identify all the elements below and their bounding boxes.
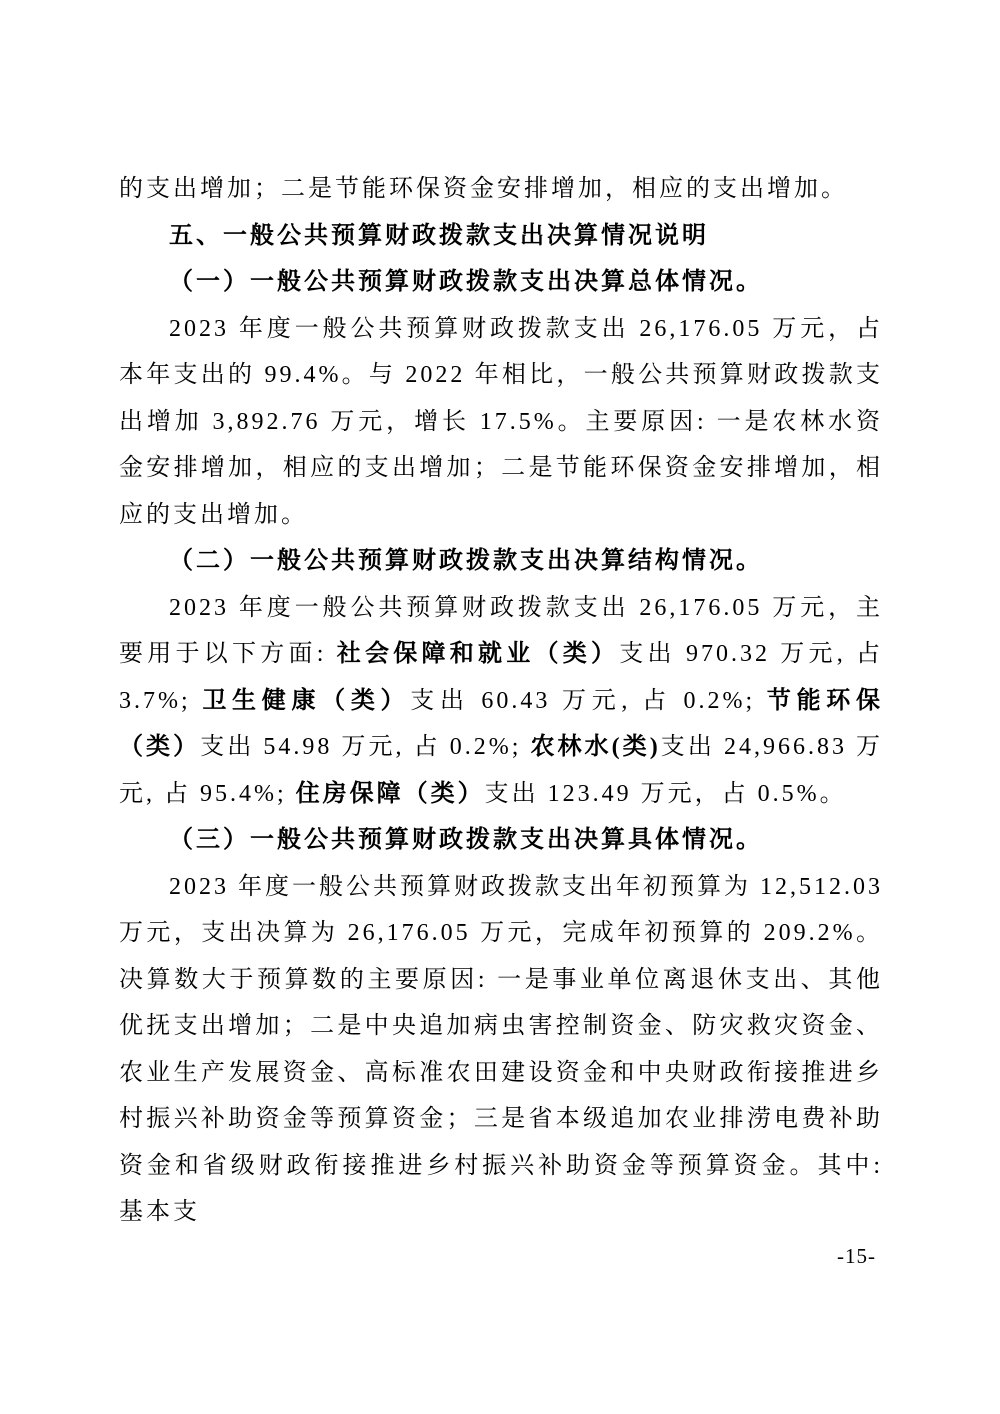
paragraph-detail-situation: 2023 年度一般公共预算财政拨款支出年初预算为 12,512.03 万元，支出决算为 26,176.05 万元，完成年初预算的 209.2%。决算数大于预算数的主要原因: 一是事业单位离退休支出、其他优抚支出增加；二是中央追加病虫害控制资金、防灾救灾资金、农业生产发展资金、高标准农田建设资金和中央财政衔接推进乡村振兴补助资金等预算资金；三是省本级追加农业排涝电费补助资金和省级财政衔接推进乡村振兴补助资金等预算资金。其中:基本支 (119, 873, 883, 1225)
subsection-heading-three: （三）一般公共预算财政拨款支出决算具体情况。 (169, 827, 763, 853)
category-health: 卫生健康（类） (202, 687, 411, 714)
text-segment: 支出 123.49 万元，占 0.5%。 (484, 780, 847, 807)
text-segment: 支出 60.43 万元, 占 0.2%; (410, 687, 767, 714)
category-agriculture-water: 农林水(类) (530, 734, 661, 760)
paragraph-continuation: 的支出增加；二是节能环保资金安排增加，相应的支出增加。 (119, 176, 848, 202)
category-housing: 住房保障（类） (295, 780, 485, 807)
text-segment: 2023 年度一般公共预算财政拨款支出 26,176.05 万元，主要用于以下方面: (119, 594, 883, 667)
category-energy-conservation: 节能环保（类） (119, 687, 883, 760)
category-social-security: 社会保障和就业（类） (336, 641, 620, 667)
section-heading-five: 五、一般公共预算财政拨款支出决算情况说明 (169, 221, 709, 249)
paragraph-overall-situation: 2023 年度一般公共预算财政拨款支出 26,176.05 万元，占本年支出的 99.4%。与 2022 年相比，一般公共预算财政拨款支出增加 3,892.76 万元，增长 17.5%。主要原因: 一是农林水资金安排增加，相应的支出增加；二是节能环保资金安排增加，相应的支出增加。 (119, 315, 883, 528)
subsection-heading-one: （一）一般公共预算财政拨款支出决算总体情况。 (169, 269, 763, 295)
text-segment: 支出 54.98 万元, 占 0.2%; (200, 734, 531, 760)
page-content (119, 166, 883, 1236)
paragraph-structure-situation (119, 585, 883, 818)
text-segment: 支出 24,966.83 万元, 占 95.4%; (119, 734, 884, 807)
subsection-heading-two: （二）一般公共预算财政拨款支出决算结构情况。 (169, 548, 763, 574)
page-number: -15- (837, 1244, 876, 1268)
text-segment: 支出 970.32 万元, 占 3.7%; (119, 641, 884, 714)
